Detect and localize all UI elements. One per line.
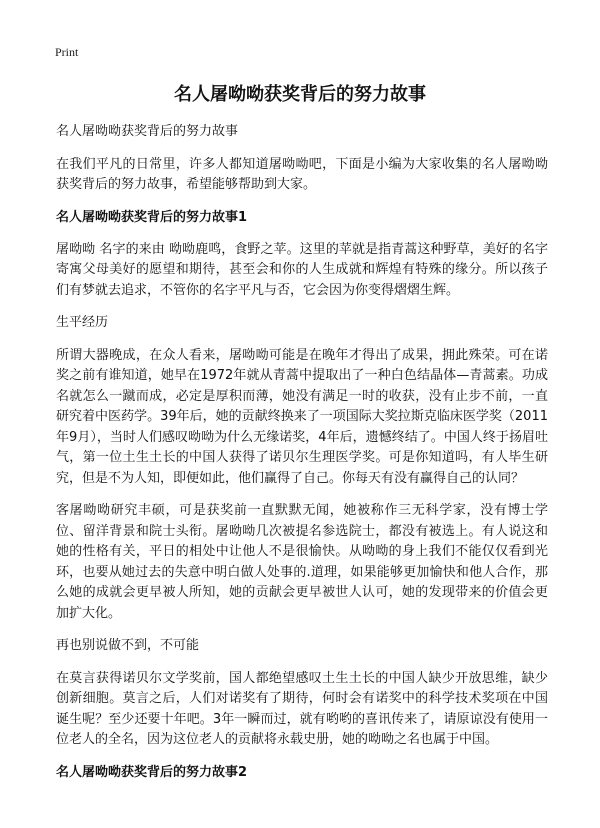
nobel-paragraph: 在莫言获得诺贝尔文学奖前，国人都绝望感叹土生土长的中国人缺少开放思维，缺少创新细胞。莫言之后，人们对诺奖有了期待，何时会有诺奖中的科学技术奖项在中国诞生呢？至少还要十年吧。3年一瞬而过，就有哟哟的喜讯传来了，请原谅没有使用一位老人的全名，因为这位老人的贡献将永载史册，她的呦呦之名也属于中国。 bbox=[56, 670, 548, 747]
biography-paragraph: 所谓大器晚成，在众人看来，屠呦呦可能是在晚年才得出了成果，拥此殊荣。可在诺奖之前有谁知道，她早在1972年就从青蒿中提取出了一种白色结晶体—青蒿素。功成名就怎么一蹴而成，必定是厚积而薄，她没有满足一时的收获，没有止步不前，一直研究着中医药学。39年后，她的贡献终换来了一项国际大奖拉斯克临床医学奖（2011年9月），当时人们感叹呦呦为什么无缘诺奖，4年后，遗憾终结了。中国人终于扬眉吐气，第一位土生土长的中国人获得了诺贝尔生理医学奖。可是你知道吗，有人毕生研究，但是不为人知，即便如此，他们赢得了自己。你每天有没有赢得自己的认同？ bbox=[56, 347, 548, 486]
research-paragraph: 客屠呦呦研究丰硕，可是获奖前一直默默无闻，她被称作三无科学家，没有博士学位、留洋背景和院士头衔。屠呦呦几次被提名参选院士，都没有被选上。有人说这和她的性格有关，平日的相处中让他人不是很愉快。从呦呦的身上我们不能仅仅看到光环，也要从她过去的失意中明白做人处事的.道理，如果能够更加愉快和他人合作，那么她的成就会更早被人所知，她的贡献会更早被世人认可，她的发现带来的价值会更加扩大化。 bbox=[56, 503, 548, 621]
section-2-heading: 名人屠呦呦获奖背后的努力故事2 bbox=[56, 764, 248, 780]
biography-subheading: 生平经历 bbox=[56, 315, 109, 330]
impossible-subheading: 再也别说做不到，不可能 bbox=[56, 638, 200, 653]
intro-paragraph: 在我们平凡的日常里，许多人都知道屠呦呦吧，下面是小编为大家收集的名人屠呦呦获奖背后的努力故事，希望能够帮助到大家。 bbox=[56, 156, 548, 192]
print-link[interactable]: Print bbox=[55, 45, 79, 59]
page-title: 名人屠呦呦获奖背后的努力故事 bbox=[174, 84, 426, 105]
article-body bbox=[56, 122, 548, 795]
article-subtitle: 名人屠呦呦获奖背后的努力故事 bbox=[56, 124, 239, 139]
section-1-heading: 名人屠呦呦获奖背后的努力故事1 bbox=[56, 209, 248, 225]
name-origin-paragraph: 屠呦呦 名字的来由 呦呦鹿鸣，食野之苹。这里的苹就是指青蒿这种野草，美好的名字寄寓父母美好的愿望和期待，甚至会和你的人生成就和辉煌有特殊的缘分。所以孩子们有梦就去追求，不管你的名字平凡与否，它会因为你变得熠熠生辉。 bbox=[56, 241, 548, 298]
